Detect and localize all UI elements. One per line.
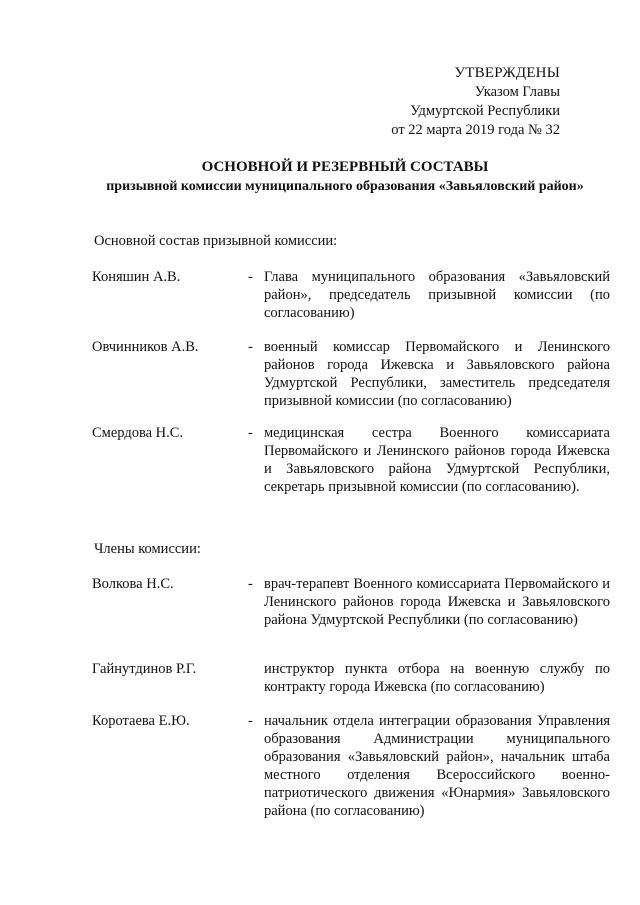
title-main: ОСНОВНОЙ И РЕЗЕРВНЫЙ СОСТАВЫ	[201, 159, 489, 175]
member-name: Коняшин А.В.	[92, 269, 181, 285]
member-description: военный комиссар Первомайского и Ленинского районов города Ижевска и Завьяловского района Удмуртской Республики, заместитель председателя призывной комиссии (по согласованию)	[264, 339, 610, 409]
member-name: Гайнутдинов Р.Г.	[92, 661, 197, 677]
member-name: Овчинников А.В.	[92, 339, 199, 355]
approval-date: от 22 марта 2019 года № 32	[391, 122, 560, 138]
members-section-label: Члены комиссии:	[94, 541, 201, 557]
approval-decree: Указом Главы	[474, 84, 560, 100]
member-description: медицинская сестра Военного комиссариата Первомайского и Ленинского районов города Ижевска и Завьяловского района Удмуртской Республики, секретарь призывной комиссии (по согласованию).	[264, 425, 610, 495]
member-dash: -	[248, 425, 253, 441]
member-description: врач-терапевт Военного комиссариата Первомайского и Ленинского районов города Ижевска и Завьяловского района Удмуртской Республики (по согласованию)	[264, 576, 610, 628]
approval-heading: УТВЕРЖДЕНЫ	[454, 65, 560, 81]
main-section-label: Основной состав призывной комиссии:	[94, 233, 338, 249]
title-sub: призывной комиссии муниципального образования «Завьяловский район»	[106, 179, 584, 194]
member-dash: -	[248, 269, 253, 285]
approval-stamp	[360, 64, 560, 140]
member-dash: -	[248, 713, 253, 729]
approval-republic: Удмуртской Республики	[410, 103, 560, 119]
document-title	[80, 158, 610, 196]
member-name: Коротаева Е.Ю.	[92, 713, 190, 729]
member-description: инструктор пункта отбора на военную службу по контракту города Ижевска (по согласованию)	[264, 661, 610, 695]
member-description: начальник отдела интеграции образования Управления образования Администрации муниципального образования «Завьяловский район», начальник штаба местного отделения Всероссийского военно-патриотического движения «Юнармия» Завьяловского района (по согласованию)	[264, 713, 610, 819]
member-dash: -	[248, 576, 253, 592]
member-dash: -	[248, 339, 253, 355]
member-name: Волкова Н.С.	[92, 576, 174, 592]
member-name: Смердова Н.С.	[92, 425, 184, 441]
member-description: Глава муниципального образования «Завьяловский район», председатель призывной комиссии (по согласованию)	[264, 269, 610, 321]
